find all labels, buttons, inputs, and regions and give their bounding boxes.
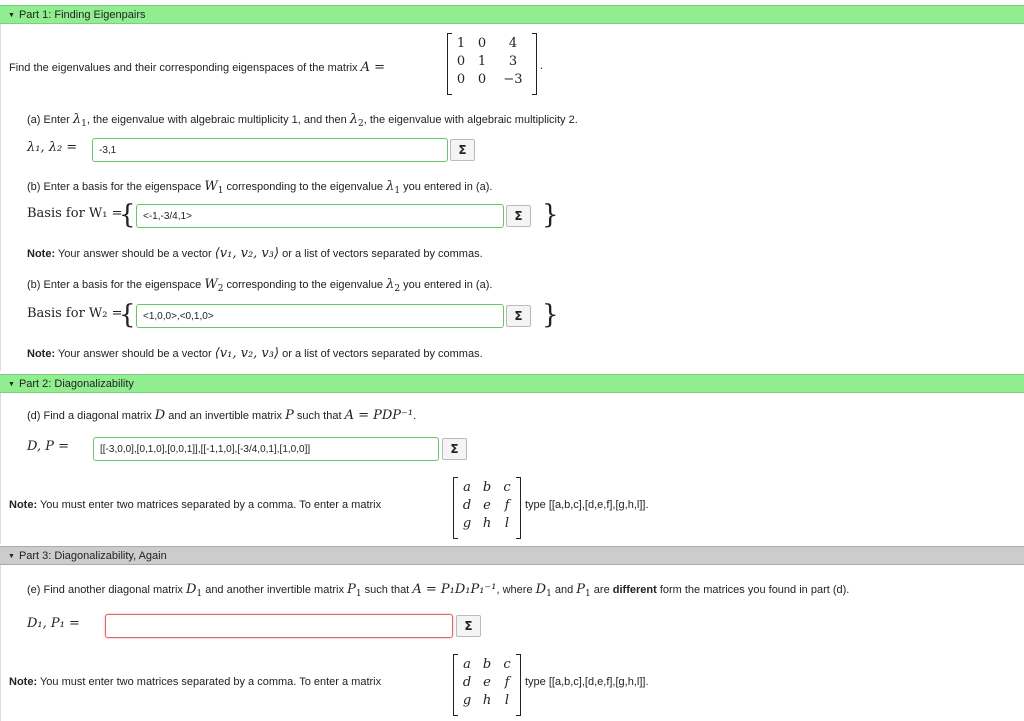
matrix-entry: −3 — [503, 72, 523, 87]
answer-a-sigma-button[interactable]: Σ — [450, 139, 475, 161]
prompt-period: . — [540, 60, 544, 72]
lambda-2: $\lambda_2$ — [386, 277, 401, 294]
answer-b1-label: Basis for W₁ = — [27, 206, 123, 221]
question-b2: (b) Enter a basis for the eigenspace $W_2$ corresponding to the eigenvalue $\lambda_2$ you entered in (a). — [27, 277, 493, 294]
matrix-entry: 0 — [477, 72, 487, 87]
answer-d-sigma-button[interactable]: Σ — [442, 438, 467, 460]
matrix-entry: 0 — [456, 72, 466, 87]
caret-down-icon: ▼ — [8, 553, 15, 560]
right-brace: } — [542, 200, 559, 230]
part3-title: Part 3: Diagonalizability, Again — [18, 550, 167, 562]
answer-b2-input[interactable] — [136, 304, 504, 328]
lambda-1: $\lambda_1$ — [386, 179, 401, 196]
matrix-entry: 1 — [456, 36, 466, 51]
matrix-A-symbol: A = — [360, 60, 386, 75]
W2-symbol: $W_2$ — [204, 277, 224, 294]
part3-body — [0, 565, 1024, 721]
matrix-entry: 0 — [456, 54, 466, 69]
note-vector-1: Note: Your answer should be a vector ⟨v₁, v₂, v₃⟩ or a list of vectors separated by commas. — [27, 246, 483, 261]
note-matrix-format-2: type [[a,b,c],[d,e,f],[g,h,l]]. — [525, 676, 649, 688]
answer-a-input[interactable] — [92, 138, 448, 162]
note-matrix-2: Note: You must enter two matrices separated by a comma. To enter a matrix — [9, 676, 382, 688]
caret-down-icon: ▼ — [8, 381, 15, 388]
answer-a-label: λ₁, λ₂ = — [27, 140, 78, 155]
lambda-2: $\lambda_2$ — [349, 112, 364, 129]
question-a: (a) Enter $\lambda_1$, the eigenvalue with algebraic multiplicity 1, and then $\lambda_2$, the eigenvalue with algebraic multiplicity 2. — [27, 112, 578, 129]
note-vector-2: Note: Your answer should be a vector ⟨v₁, v₂, v₃⟩ or a list of vectors separated by commas. — [27, 346, 483, 361]
lambda-1: $\lambda_1$ — [72, 112, 87, 129]
answer-d-label: D, P = — [27, 439, 69, 454]
part1-body — [0, 24, 1024, 371]
left-brace: { — [119, 300, 136, 330]
part1-prompt: Find the eigenvalues and their corresponding eigenspaces of the matrix A = — [9, 60, 386, 75]
part1-header[interactable] — [0, 5, 1024, 24]
question-e: (e) Find another diagonal matrix $D_1$ and another invertible matrix $P_1$ such that A = P₁D₁P₁⁻¹, where $D_1$ and $P_1$ are different form the matrices you found in part (d). — [27, 582, 850, 599]
caret-down-icon: ▼ — [8, 12, 15, 19]
note-matrix-format-1: type [[a,b,c],[d,e,f],[g,h,l]]. — [525, 499, 649, 511]
left-brace: { — [119, 200, 136, 230]
answer-d-input[interactable] — [93, 437, 439, 461]
part2-body — [0, 393, 1024, 544]
matrix-A-entries — [451, 36, 533, 87]
answer-b1-sigma-button[interactable]: Σ — [506, 205, 531, 227]
note-matrix-1: Note: You must enter two matrices separated by a comma. To enter a matrix — [9, 499, 382, 511]
part2-title: Part 2: Diagonalizability — [18, 378, 134, 390]
answer-e-sigma-button[interactable]: Σ — [456, 615, 481, 637]
right-brace: } — [542, 300, 559, 330]
part2-header[interactable] — [0, 374, 1024, 393]
example-matrix-entries: a b c d e f g h l — [462, 657, 511, 708]
answer-e-input[interactable] — [105, 614, 453, 638]
part3-header[interactable] — [0, 546, 1024, 565]
matrix-entry: 4 — [508, 36, 518, 51]
matrix-entry: 1 — [477, 54, 487, 69]
answer-e-label: D₁, P₁ = — [27, 616, 80, 631]
matrix-entry: 0 — [477, 36, 487, 51]
matrix-entry: 3 — [508, 54, 518, 69]
part1-title: Part 1: Finding Eigenpairs — [18, 9, 146, 21]
answer-b2-label: Basis for W₂ = — [27, 306, 123, 321]
W1-symbol: $W_1$ — [204, 179, 224, 196]
example-matrix-entries: a b c d e f g h l — [462, 480, 511, 531]
question-d: (d) Find a diagonal matrix D and an invertible matrix P such that A = PDP⁻¹. — [27, 408, 417, 423]
answer-b2-sigma-button[interactable]: Σ — [506, 305, 531, 327]
answer-b1-input[interactable] — [136, 204, 504, 228]
question-b1: (b) Enter a basis for the eigenspace $W_1$ corresponding to the eigenvalue $\lambda_1$ you entered in (a). — [27, 179, 493, 196]
